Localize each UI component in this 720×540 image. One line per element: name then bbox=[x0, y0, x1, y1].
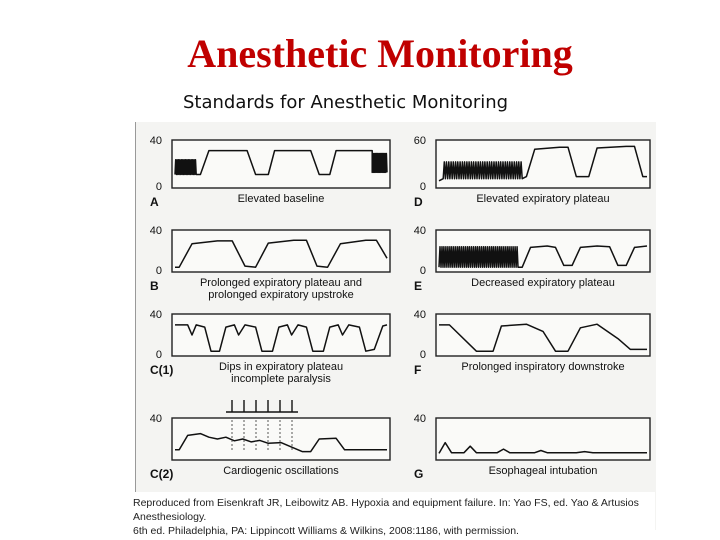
panel-letter-label: C(1) bbox=[150, 363, 174, 377]
panel-frame bbox=[172, 314, 390, 356]
capnogram-panel-c2 bbox=[150, 413, 390, 481]
capnogram-panel-a bbox=[150, 135, 390, 209]
panel-letter-label: C(2) bbox=[150, 467, 174, 481]
y-axis-min-label: 0 bbox=[155, 349, 162, 361]
capnogram-panel-d bbox=[414, 135, 650, 209]
slide-title: Anesthetic Monitoring bbox=[187, 31, 573, 76]
panel-caption-line: Prolonged expiratory plateau and bbox=[199, 277, 363, 289]
capnogram-panel-b bbox=[150, 225, 390, 301]
panel-frame bbox=[172, 418, 390, 460]
panel-letter-label: D bbox=[414, 195, 423, 209]
y-axis-max-label: 40 bbox=[413, 309, 426, 321]
citation-line-2: 6th ed. Philadelphia, PA: Lippincott Williams & Wilkins, 2008:1186, with permission. bbox=[133, 525, 519, 537]
y-axis-max-label: 60 bbox=[413, 135, 426, 147]
panel-caption-line: prolonged expiratory upstroke bbox=[208, 289, 354, 301]
panel-frame bbox=[436, 314, 650, 356]
panel-letter-label: E bbox=[414, 279, 423, 293]
capnogram-panels bbox=[136, 122, 656, 494]
capnogram-panel-e bbox=[414, 225, 650, 293]
capnogram-panel-c1 bbox=[150, 309, 390, 385]
y-axis-max-label: 40 bbox=[413, 413, 426, 425]
y-axis-max-label: 40 bbox=[149, 309, 162, 321]
capnogram-panel-g bbox=[414, 413, 650, 481]
panel-caption-line: Esophageal intubation bbox=[488, 465, 598, 477]
panel-letter-label: B bbox=[150, 279, 159, 293]
panel-caption-line: Cardiogenic oscillations bbox=[223, 465, 339, 477]
y-axis-max-label: 40 bbox=[413, 225, 426, 237]
panel-letter-label: F bbox=[414, 363, 422, 377]
capnogram-panel-f bbox=[414, 309, 650, 377]
panel-caption-line: Dips in expiratory plateau bbox=[218, 361, 344, 373]
y-axis-max-label: 40 bbox=[149, 135, 162, 147]
y-axis-min-label: 0 bbox=[419, 349, 426, 361]
capnogram-figure bbox=[135, 122, 656, 530]
slide-subtitle: Standards for Anesthetic Monitoring bbox=[183, 92, 509, 113]
y-axis-min-label: 0 bbox=[419, 181, 426, 193]
panel-caption-line: incomplete paralysis bbox=[231, 373, 331, 385]
y-axis-max-label: 40 bbox=[149, 225, 162, 237]
panel-caption-line: Decreased expiratory plateau bbox=[471, 277, 615, 289]
panel-letter-label: A bbox=[150, 195, 159, 209]
y-axis-min-label: 0 bbox=[155, 265, 162, 277]
figure-source-citation bbox=[133, 496, 653, 538]
y-axis-max-label: 40 bbox=[149, 413, 162, 425]
panel-frame bbox=[172, 230, 390, 272]
y-axis-min-label: 0 bbox=[155, 181, 162, 193]
panel-caption-line: Elevated expiratory plateau bbox=[476, 193, 610, 205]
panel-caption-line: Elevated baseline bbox=[237, 193, 325, 205]
y-axis-min-label: 0 bbox=[419, 265, 426, 277]
panel-caption-line: Prolonged inspiratory downstroke bbox=[461, 361, 625, 373]
citation-line-1: Reproduced from Eisenkraft JR, Leibowitz AB. Hypoxia and equipment failure. In: Yao FS, ed. Yao & Artusios Anesthesiology. bbox=[133, 497, 639, 523]
panel-letter-label: G bbox=[414, 467, 424, 481]
panel-frame bbox=[436, 418, 650, 460]
